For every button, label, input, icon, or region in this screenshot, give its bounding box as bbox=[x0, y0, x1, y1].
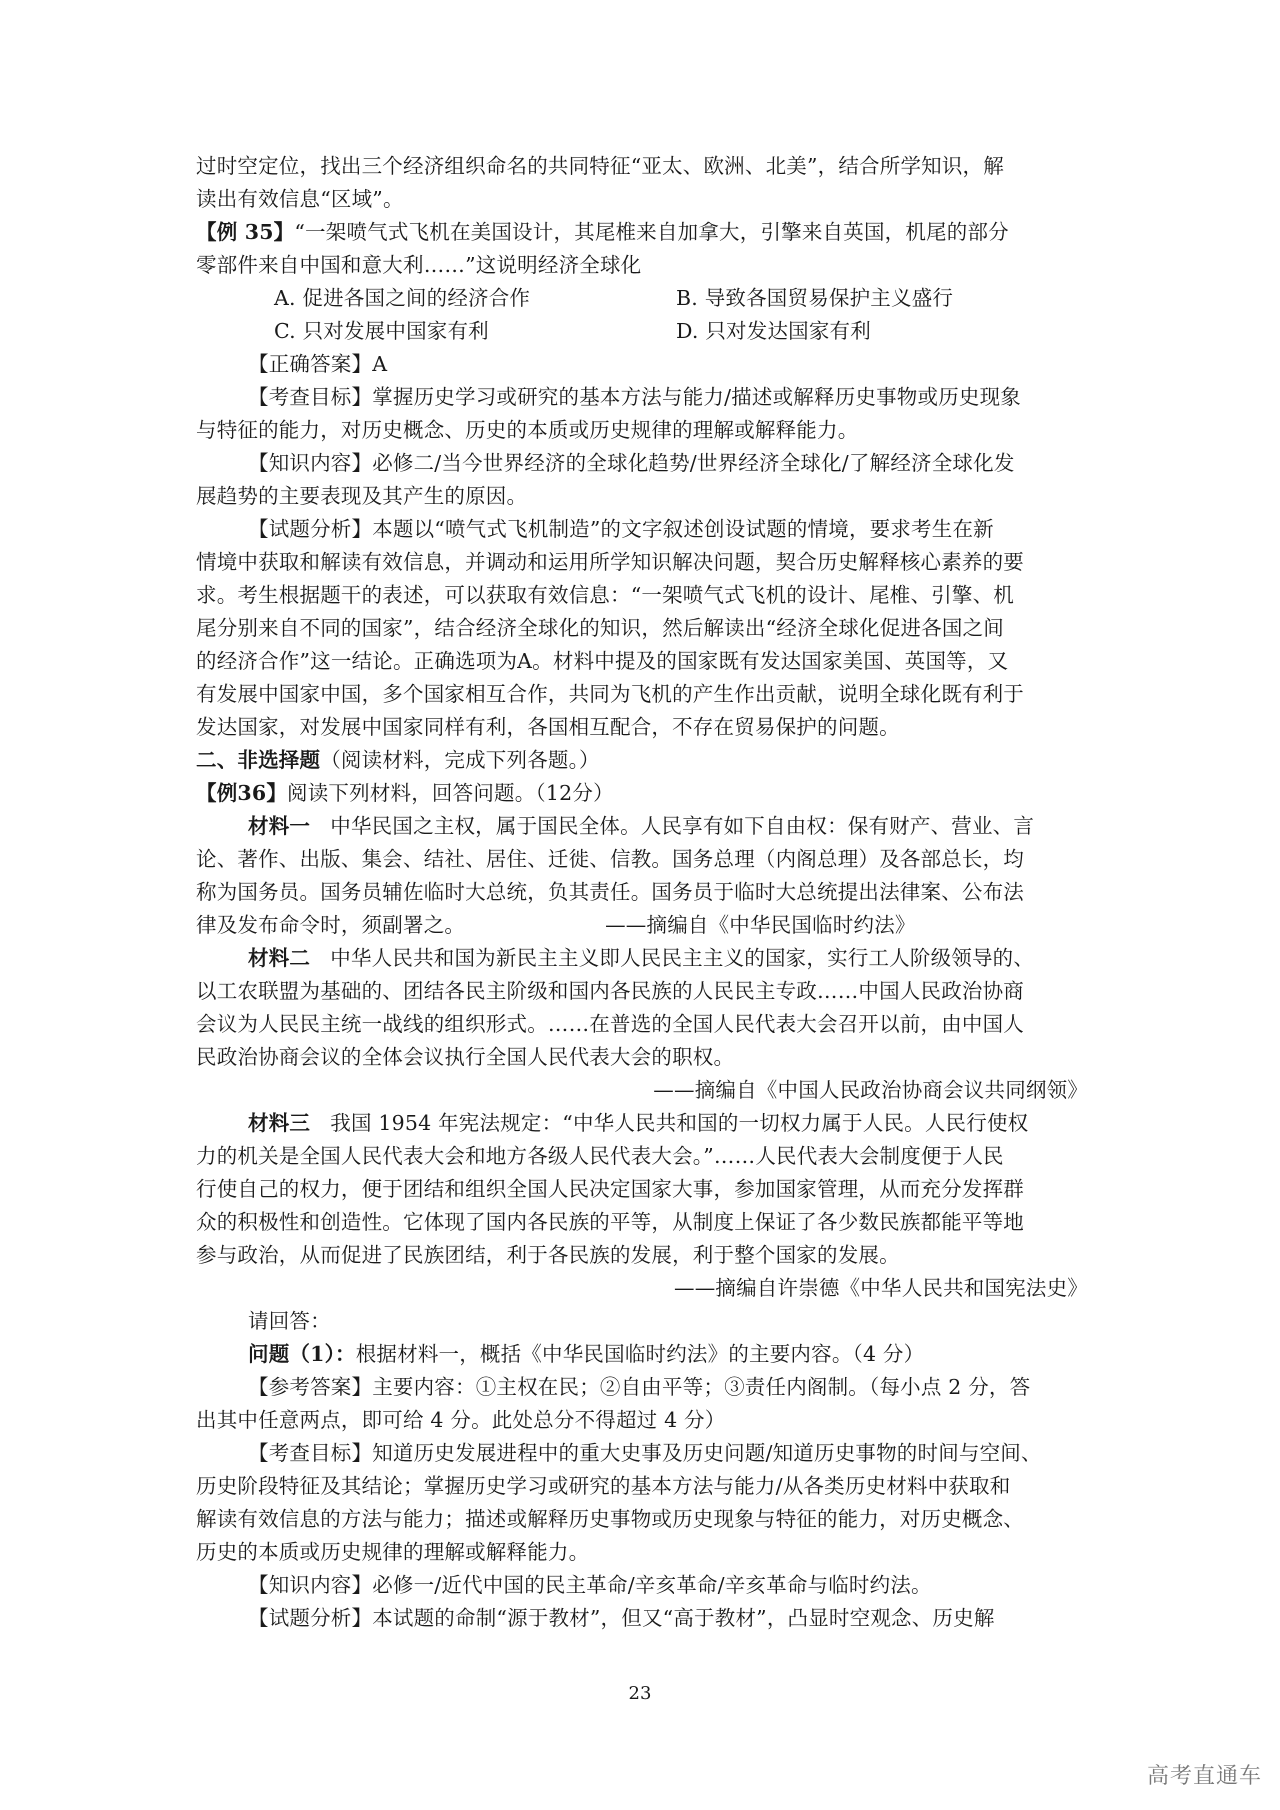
material-two: 材料二 中华人民共和国为新民主主义即人民民主主义的国家，实行工人阶级领导的、 bbox=[248, 946, 1035, 970]
question-1: 问题（1）：根据材料一，概括《中华民国临时约法》的主要内容。（4 分） bbox=[248, 1342, 925, 1366]
text-line: 会议为人民民主统一战线的组织形式。……在普选的全国人民代表大会召开以前，由中国人 bbox=[196, 1012, 1024, 1036]
text-line: 的经济合作”这一结论。正确选项为A。材料中提及的国家既有发达国家美国、英国等，又 bbox=[196, 649, 1009, 673]
option-c: C. 只对发展中国家有利 bbox=[274, 319, 489, 343]
text-line: 以工农联盟为基础的、团结各民主阶级和国内各民族的人民民主专政……中国人民政治协商 bbox=[196, 979, 1024, 1003]
text-line: 展趋势的主要表现及其产生的原因。 bbox=[196, 484, 528, 508]
text-line: 行使自己的权力，便于团结和组织全国人民决定国家大事，参加国家管理，从而充分发挥群 bbox=[196, 1177, 1024, 1201]
example-36-tag: 【例36】 bbox=[196, 781, 288, 805]
text-line: 尾分别来自不同的国家”，结合经济全球化的知识，然后解读出“经济全球化促进各国之间 bbox=[196, 616, 1004, 640]
text-line: 求。考生根据题干的表述，可以获取有效信息：“一架喷气式飞机的设计、尾椎、引擎、机 bbox=[196, 583, 1014, 607]
text-line: 发达国家，对发展中国家同样有利，各国相互配合，不存在贸易保护的问题。 bbox=[196, 715, 900, 739]
option-a: A. 促进各国之间的经济合作 bbox=[274, 286, 531, 310]
page-number: 23 bbox=[628, 1683, 652, 1704]
text-line: 情境中获取和解读有效信息，并调动和运用所学知识解决问题，契合历史解释核心素养的要 bbox=[196, 550, 1024, 574]
text-line: 出其中任意两点，即可给 4 分。此处总分不得超过 4 分） bbox=[196, 1408, 726, 1432]
exam-objective: 【考查目标】掌握历史学习或研究的基本方法与能力/描述或解释历史事物或历史现象 bbox=[248, 385, 1022, 409]
knowledge-content: 【知识内容】必修一/近代中国的民主革命/辛亥革命/辛亥革命与临时约法。 bbox=[248, 1573, 932, 1597]
source-citation: ——摘编自《中国人民政治协商会议共同纲领》 bbox=[653, 1078, 1088, 1102]
option-row bbox=[196, 315, 1096, 348]
text-line: 历史阶段特征及其结论；掌握历史学习或研究的基本方法与能力/从各类历史材料中获取和 bbox=[196, 1474, 1011, 1498]
text-line: 论、著作、出版、集会、结社、居住、迁徙、信教。国务总理（内阁总理）及各部总长，均 bbox=[196, 847, 1024, 871]
text-line: 解读有效信息的方法与能力；描述或解释历史事物或历史现象与特征的能力，对历史概念、 bbox=[196, 1507, 1024, 1531]
watermark: 高考直通车 bbox=[1146, 1764, 1262, 1789]
document-page bbox=[196, 150, 1096, 1635]
option-row bbox=[196, 282, 1096, 315]
text-line: 与特征的能力，对历史概念、历史的本质或历史规律的理解或解释能力。 bbox=[196, 418, 859, 442]
text-line: 有发展中国家中国，多个国家相互合作，共同为飞机的产生作出贡献，说明全球化既有利于 bbox=[196, 682, 1024, 706]
text-line: 历史的本质或历史规律的理解或解释能力。 bbox=[196, 1540, 590, 1564]
text-line: 律及发布命令时，须副署之。 ——摘编自《中华民国临时约法》 bbox=[196, 909, 1096, 942]
source-citation: ——摘编自《中华民国临时约法》 bbox=[605, 913, 916, 937]
source-citation: ——摘编自许崇德《中华人民共和国宪法史》 bbox=[674, 1276, 1088, 1300]
text-line: 过时空定位，找出三个经济组织命名的共同特征“亚太、欧洲、北美”，结合所学知识，解 bbox=[196, 154, 1004, 178]
text-line: 力的机关是全国人民代表大会和地方各级人民代表大会。”……人民代表大会制度便于人民 bbox=[196, 1144, 1004, 1168]
text-line: 民政治协商会议的全体会议执行全国人民代表大会的职权。 bbox=[196, 1045, 735, 1069]
material-one: 材料一 中华民国之主权，属于国民全体。人民享有如下自由权：保有财产、营业、言 bbox=[248, 814, 1035, 838]
text-line: 零部件来自中国和意大利……”这说明经济全球化 bbox=[196, 253, 642, 277]
text-line: 读出有效信息“区域”。 bbox=[196, 187, 404, 211]
knowledge-content: 【知识内容】必修二/当今世界经济的全球化趋势/世界经济全球化/了解经济全球化发 bbox=[248, 451, 1015, 475]
reference-answer: 【参考答案】主要内容：①主权在民；②自由平等；③责任内阁制。（每小点 2 分，答 bbox=[248, 1375, 1031, 1399]
option-d: D. 只对发达国家有利 bbox=[676, 319, 871, 343]
exam-objective: 【考查目标】知道历史发展进程中的重大史事及历史问题/知道历史事物的时间与空间、 bbox=[248, 1441, 1042, 1465]
text-line: 称为国务员。国务员辅佐临时大总统，负其责任。国务员于临时大总统提出法律案、公布法 bbox=[196, 880, 1024, 904]
ask-prompt: 请回答： bbox=[248, 1309, 331, 1333]
text-line: 参与政治，从而促进了民族团结，利于各民族的发展，利于整个国家的发展。 bbox=[196, 1243, 900, 1267]
question-analysis: 【试题分析】本试题的命制“源于教材”，但又“高于教材”，凸显时空观念、历史解 bbox=[248, 1606, 995, 1630]
section-heading: 二、非选择题（阅读材料，完成下列各题。） bbox=[196, 748, 600, 772]
example-35-tag: 【例 35】 bbox=[196, 220, 295, 244]
example-35-stem: 【例 35】“一架喷气式飞机在美国设计，其尾椎来自加拿大，引擎来自英国，机尾的部分 bbox=[196, 220, 1009, 244]
question-analysis: 【试题分析】本题以“喷气式飞机制造”的文字叙述创设试题的情境，要求考生在新 bbox=[248, 517, 994, 541]
correct-answer: 【正确答案】A bbox=[248, 352, 388, 376]
option-b: B. 导致各国贸易保护主义盛行 bbox=[676, 286, 954, 310]
text-line: 众的积极性和创造性。它体现了国内各民族的平等，从制度上保证了各少数民族都能平等地 bbox=[196, 1210, 1024, 1234]
example-36-stem: 【例36】阅读下列材料，回答问题。（12分） bbox=[196, 781, 614, 805]
material-three: 材料三 我国 1954 年宪法规定：“中华人民共和国的一切权力属于人民。人民行使权 bbox=[248, 1111, 1029, 1135]
